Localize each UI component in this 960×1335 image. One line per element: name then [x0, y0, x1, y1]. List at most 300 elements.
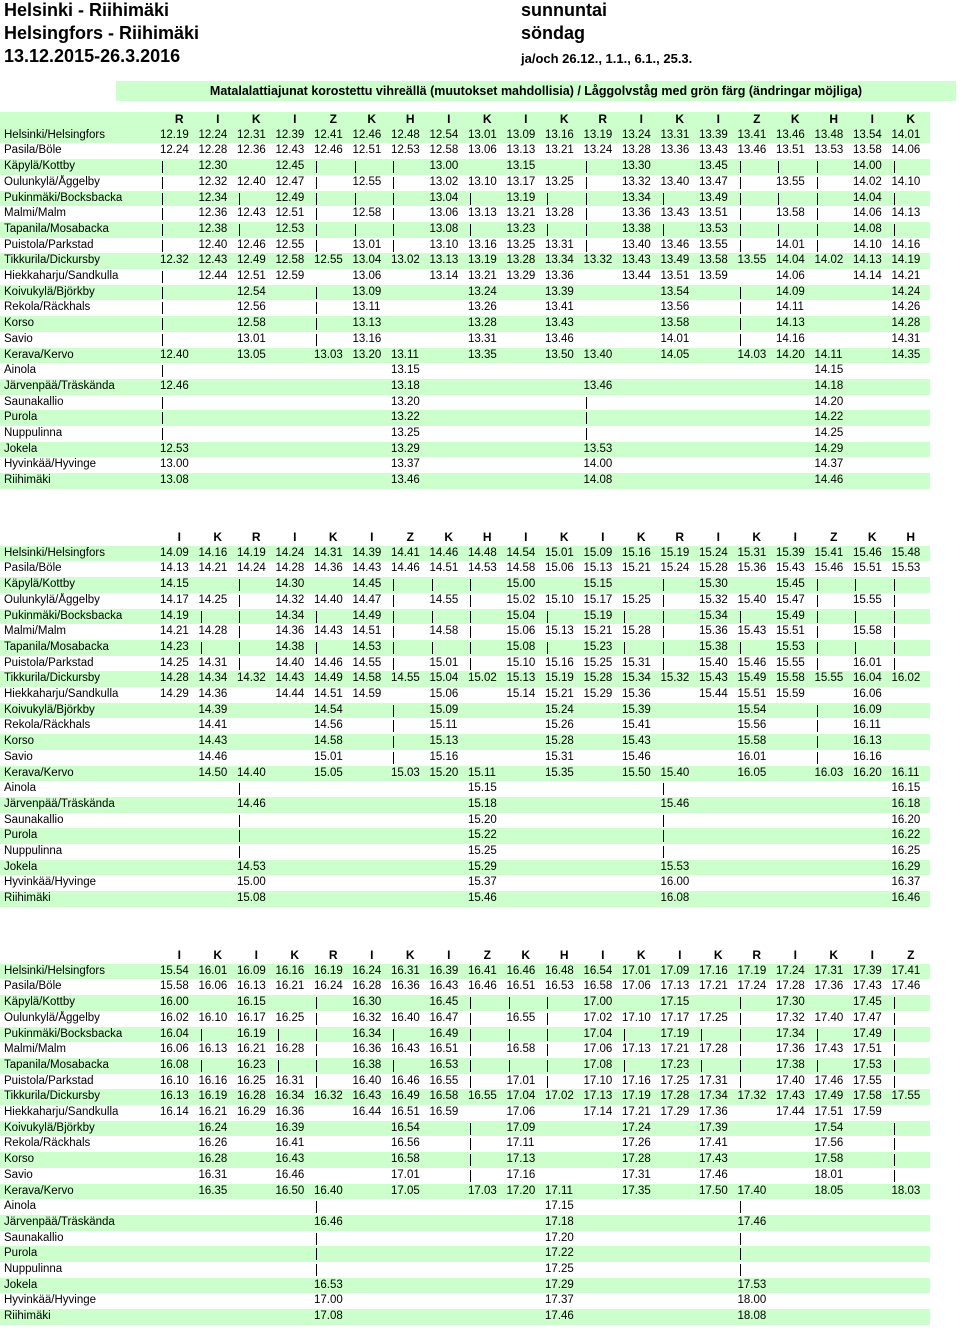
- departure-time: [507, 316, 546, 332]
- departure-time: 14.43: [276, 671, 315, 687]
- departure-time: 16.31: [391, 964, 430, 980]
- pass-through-marker: [468, 191, 507, 207]
- departure-time: [430, 1152, 469, 1168]
- departure-time: 13.46: [776, 128, 815, 144]
- departure-time: 13.55: [699, 238, 728, 251]
- departure-time: [160, 1215, 199, 1231]
- departure-time: 16.25: [237, 1074, 266, 1087]
- departure-time: [507, 718, 546, 734]
- departure-time: 17.55: [853, 1074, 882, 1087]
- departure-time: 15.20: [468, 813, 497, 826]
- departure-time: [237, 703, 276, 719]
- departure-time: [507, 473, 546, 489]
- departure-time: 17.40: [738, 1184, 777, 1200]
- departure-time: 15.37: [468, 876, 497, 889]
- departure-time: [622, 457, 661, 473]
- departure-time: [353, 891, 392, 907]
- train-type: Z: [738, 112, 777, 128]
- departure-time: [584, 734, 623, 750]
- departure-time: 13.31: [661, 128, 700, 144]
- pass-through-marker: [661, 640, 700, 656]
- departure-time: 16.49: [430, 1027, 469, 1043]
- departure-time: 13.17: [506, 175, 536, 188]
- departure-time: 16.16: [853, 750, 882, 763]
- departure-time: 15.29: [583, 688, 613, 701]
- departure-time: 15.10: [545, 593, 574, 606]
- departure-time: [468, 1293, 507, 1309]
- station-name: Hyvinkää/Hyvinge: [4, 458, 97, 471]
- train-type: K: [829, 948, 839, 962]
- departure-time: [738, 457, 777, 473]
- departure-time: [738, 577, 777, 593]
- departure-time: 15.32: [699, 593, 728, 606]
- departure-time: [584, 718, 623, 734]
- pass-through-marker: [776, 159, 815, 175]
- departure-time: [661, 1184, 700, 1200]
- departure-time: 14.29: [160, 688, 189, 701]
- station-row: [0, 395, 930, 411]
- pass-through-marker: [237, 844, 276, 860]
- departure-time: [391, 844, 430, 860]
- departure-time: [661, 379, 700, 395]
- departure-time: 15.35: [545, 766, 584, 782]
- departure-time: [622, 1215, 661, 1231]
- departure-time: 12.45: [276, 159, 315, 175]
- pass-through-marker: [237, 609, 276, 625]
- train-type: K: [444, 530, 454, 544]
- departure-time: [430, 797, 469, 813]
- departure-time: [622, 442, 661, 458]
- departure-time: 15.05: [314, 766, 353, 782]
- pass-through-marker: [276, 1027, 315, 1043]
- departure-time: 16.58: [430, 1089, 469, 1105]
- departure-time: 15.51: [776, 625, 805, 638]
- departure-time: 14.04: [776, 253, 815, 269]
- station-name: Kerava/Kervo: [0, 348, 160, 364]
- station-row: [0, 844, 930, 860]
- departure-time: [353, 1231, 392, 1247]
- pass-through-marker: [391, 750, 430, 766]
- departure-time: [468, 1105, 507, 1121]
- departure-time: 13.22: [391, 410, 430, 426]
- departure-time: 15.00: [507, 577, 546, 593]
- pass-through-marker: [738, 285, 777, 301]
- departure-time: 16.11: [892, 766, 931, 782]
- departure-time: 17.34: [776, 1027, 815, 1043]
- departure-time: 15.26: [545, 719, 574, 732]
- departure-time: [815, 813, 854, 829]
- departure-time: [353, 703, 392, 719]
- departure-time: 17.15: [545, 1200, 574, 1213]
- departure-time: [507, 363, 546, 379]
- departure-time: 15.24: [699, 546, 738, 562]
- departure-time: [892, 426, 931, 442]
- departure-time: [314, 410, 353, 426]
- station-row: [0, 1121, 930, 1137]
- departure-time: [199, 316, 238, 332]
- departure-time: [584, 1246, 623, 1262]
- departure-time: 17.16: [699, 964, 738, 980]
- departure-time: [699, 750, 738, 766]
- departure-time: 14.51: [314, 688, 343, 701]
- departure-time: 17.20: [545, 1231, 574, 1244]
- pass-through-marker: [468, 640, 507, 656]
- train-type: K: [636, 948, 646, 962]
- pass-through-marker: [391, 222, 430, 238]
- departure-time: [276, 363, 315, 379]
- departure-time: [545, 891, 584, 907]
- departure-time: [622, 379, 661, 395]
- pass-through-marker: [584, 426, 623, 442]
- departure-time: [815, 1278, 854, 1294]
- departure-time: 16.22: [892, 828, 931, 844]
- departure-time: [699, 781, 738, 797]
- departure-time: 16.34: [353, 1027, 392, 1043]
- train-type: I: [622, 112, 661, 128]
- departure-time: 17.36: [699, 1106, 728, 1119]
- station-row: [0, 300, 930, 316]
- departure-time: [276, 718, 315, 734]
- pass-through-marker: [160, 300, 199, 316]
- departure-time: [545, 781, 584, 797]
- departure-time: [160, 1199, 199, 1215]
- departure-time: 12.46: [314, 144, 343, 157]
- pass-through-marker: [314, 159, 353, 175]
- departure-time: [276, 285, 315, 301]
- departure-time: 17.40: [814, 1011, 844, 1024]
- departure-time: 16.29: [892, 860, 931, 876]
- departure-time: [160, 1152, 199, 1168]
- departure-time: 15.48: [892, 546, 931, 562]
- departure-time: 17.17: [660, 1011, 690, 1024]
- departure-time: 18.03: [892, 1184, 931, 1200]
- departure-time: 13.46: [584, 379, 623, 395]
- departure-time: [507, 285, 546, 301]
- departure-time: 13.13: [506, 144, 536, 157]
- departure-time: 17.32: [738, 1089, 777, 1105]
- departure-time: 13.30: [622, 159, 661, 175]
- station-row: [0, 964, 930, 980]
- train-type: I: [793, 948, 797, 962]
- pass-through-marker: [391, 159, 430, 175]
- departure-time: [353, 379, 392, 395]
- departure-time: 14.08: [853, 222, 892, 238]
- departure-time: 17.43: [699, 1152, 738, 1168]
- departure-time: [314, 426, 353, 442]
- station-row: [0, 995, 930, 1011]
- pass-through-marker: [545, 1027, 584, 1043]
- departure-time: 16.59: [429, 1106, 459, 1119]
- departure-time: 16.48: [545, 964, 584, 980]
- departure-time: [892, 1215, 931, 1231]
- departure-time: [699, 1215, 738, 1231]
- departure-time: 16.06: [853, 688, 882, 701]
- departure-time: 12.49: [237, 253, 276, 269]
- departure-time: [314, 1152, 353, 1168]
- departure-time: 13.35: [468, 348, 507, 364]
- station-name: Korso: [0, 316, 160, 332]
- departure-time: [776, 1168, 815, 1184]
- departure-time: 14.01: [776, 238, 805, 251]
- departure-time: [507, 1246, 546, 1262]
- departure-time: 14.09: [776, 285, 815, 301]
- departure-time: [391, 781, 430, 797]
- station-name: Tikkurila/Dickursby: [0, 671, 160, 687]
- departure-time: [622, 995, 661, 1011]
- pass-through-marker: [468, 1074, 507, 1090]
- departure-time: 17.02: [545, 1089, 584, 1105]
- departure-time: [468, 1231, 507, 1247]
- departure-time: [353, 426, 392, 442]
- departure-time: [391, 995, 430, 1011]
- departure-time: [738, 426, 777, 442]
- train-type: I: [293, 530, 297, 544]
- departure-time: [699, 379, 738, 395]
- departure-time: [199, 1246, 238, 1262]
- departure-time: [545, 1136, 584, 1152]
- pass-through-marker: [237, 222, 276, 238]
- departure-time: [276, 766, 315, 782]
- departure-time: 13.46: [737, 144, 767, 157]
- station-name: Helsinki/Helsingfors: [0, 964, 160, 980]
- departure-time: [430, 1246, 469, 1262]
- station-row: [0, 561, 930, 577]
- departure-time: 14.37: [814, 458, 844, 471]
- departure-time: 14.51: [352, 625, 382, 638]
- departure-time: [353, 1136, 392, 1152]
- departure-time: 13.24: [468, 285, 507, 301]
- departure-time: 13.50: [545, 348, 584, 364]
- departure-time: [199, 1231, 238, 1247]
- departure-time: 15.43: [776, 562, 805, 575]
- departure-time: [237, 1246, 276, 1262]
- departure-time: [160, 1262, 199, 1278]
- departure-time: [353, 1309, 392, 1325]
- train-type: K: [713, 948, 723, 962]
- departure-time: [353, 828, 392, 844]
- departure-time: 15.34: [699, 609, 738, 625]
- departure-time: [738, 379, 777, 395]
- departure-time: 13.54: [853, 128, 892, 144]
- departure-time: 14.50: [199, 766, 238, 782]
- departure-time: 13.41: [738, 128, 777, 144]
- departure-time: [661, 750, 700, 766]
- departure-time: 17.08: [314, 1309, 353, 1325]
- departure-time: [815, 860, 854, 876]
- pass-through-marker: [892, 995, 931, 1011]
- departure-time: [853, 875, 892, 891]
- departure-time: [699, 734, 738, 750]
- departure-time: 17.29: [660, 1106, 690, 1119]
- station-row: [0, 159, 930, 175]
- departure-time: 13.48: [815, 128, 854, 144]
- station-name: Rekola/Räckhals: [4, 301, 91, 314]
- departure-time: [468, 426, 507, 442]
- departure-time: [199, 860, 238, 876]
- departure-time: [276, 797, 315, 813]
- departure-time: 15.58: [738, 734, 777, 750]
- station-row: [0, 766, 930, 782]
- train-type: R: [328, 948, 338, 962]
- station-row: [0, 316, 930, 332]
- station-row: [0, 348, 930, 364]
- pass-through-marker: [314, 1231, 353, 1247]
- departure-time: [237, 1215, 276, 1231]
- station-row: [0, 1262, 930, 1278]
- departure-time: 17.53: [853, 1058, 892, 1074]
- departure-time: [430, 1121, 469, 1137]
- pass-through-marker: [430, 609, 469, 625]
- pass-through-marker: [353, 191, 392, 207]
- departure-time: 17.32: [776, 1011, 805, 1024]
- departure-time: 17.51: [814, 1106, 844, 1119]
- departure-time: [314, 1105, 353, 1121]
- departure-time: 14.13: [891, 207, 921, 220]
- departure-time: [622, 1231, 661, 1247]
- departure-time: [391, 332, 430, 348]
- departure-time: [199, 473, 238, 489]
- pass-through-marker: [584, 238, 623, 254]
- pass-through-marker: [892, 1027, 931, 1043]
- station-row: [0, 442, 930, 458]
- departure-time: 14.41: [198, 719, 228, 732]
- departure-time: [584, 891, 623, 907]
- station-name: Ainola: [4, 1200, 36, 1213]
- station-name: Malmi/Malm: [4, 625, 66, 638]
- departure-time: [430, 1136, 469, 1152]
- train-type: I: [177, 530, 181, 544]
- station-name: Malmi/Malm: [4, 1043, 66, 1056]
- departure-time: [468, 395, 507, 411]
- departure-time: [391, 1199, 430, 1215]
- departure-time: [738, 269, 777, 285]
- departure-time: [815, 269, 854, 285]
- station-name: Kerava/Kervo: [0, 766, 160, 782]
- departure-time: 13.09: [507, 128, 546, 144]
- departure-time: [853, 285, 892, 301]
- departure-time: 14.46: [198, 750, 228, 763]
- departure-time: 16.47: [429, 1011, 459, 1024]
- departure-time: [391, 1231, 430, 1247]
- departure-time: [699, 442, 738, 458]
- departure-time: [738, 797, 777, 813]
- departure-time: 12.32: [198, 175, 228, 188]
- departure-time: 14.19: [237, 546, 276, 562]
- station-row: [0, 238, 930, 254]
- departure-time: 14.34: [199, 671, 238, 687]
- departure-time: 13.40: [622, 238, 651, 251]
- station-name: Puistola/Parkstad: [4, 656, 94, 669]
- departure-time: 16.02: [160, 1011, 189, 1024]
- departure-time: 13.19: [584, 128, 623, 144]
- departure-time: 14.03: [738, 348, 777, 364]
- departure-time: 13.43: [699, 144, 728, 157]
- departure-time: [661, 1215, 700, 1231]
- departure-time: 12.54: [430, 128, 469, 144]
- station-name: Saunakallio: [4, 395, 64, 408]
- pass-through-marker: [314, 332, 353, 348]
- pass-through-marker: [545, 191, 584, 207]
- departure-time: [661, 1309, 700, 1325]
- train-type: H: [906, 530, 916, 544]
- departure-time: [353, 781, 392, 797]
- departure-time: [815, 844, 854, 860]
- departure-time: [507, 891, 546, 907]
- departure-time: 16.05: [738, 766, 777, 782]
- departure-time: [545, 426, 584, 442]
- pass-through-marker: [661, 656, 700, 672]
- pass-through-marker: [199, 609, 238, 625]
- pass-through-marker: [430, 577, 469, 593]
- departure-time: 16.08: [661, 891, 700, 907]
- station-name: Nuppulinna: [4, 845, 63, 858]
- pass-through-marker: [507, 1027, 546, 1043]
- departure-time: [738, 891, 777, 907]
- departure-time: [314, 363, 353, 379]
- departure-time: 13.25: [391, 427, 420, 440]
- departure-time: 13.16: [545, 128, 584, 144]
- departure-time: [237, 1262, 276, 1278]
- pass-through-marker: [738, 332, 777, 348]
- departure-time: [468, 473, 507, 489]
- station-name: Riihimäki: [0, 473, 160, 489]
- station-name: Tapanila/Mosabacka: [0, 640, 160, 656]
- departure-time: 17.10: [583, 1074, 613, 1087]
- station-name: Korso: [0, 734, 160, 750]
- departure-time: 15.34: [622, 671, 661, 687]
- departure-time: [430, 332, 469, 348]
- departure-time: [853, 1278, 892, 1294]
- departure-time: 14.25: [198, 593, 228, 606]
- departure-time: [276, 332, 315, 348]
- departure-time: [622, 1309, 661, 1325]
- station-name: Käpylä/Kottby: [0, 995, 160, 1011]
- departure-time: [584, 1231, 623, 1247]
- departure-time: [160, 718, 199, 734]
- departure-time: 16.00: [660, 876, 690, 889]
- departure-time: [468, 734, 507, 750]
- pass-through-marker: [314, 1199, 353, 1215]
- departure-time: 15.13: [507, 671, 546, 687]
- departure-time: 13.00: [160, 458, 189, 471]
- departure-time: 13.06: [429, 207, 459, 220]
- departure-time: [353, 1199, 392, 1215]
- departure-time: 14.58: [314, 734, 353, 750]
- departure-time: 12.34: [199, 191, 238, 207]
- departure-time: 16.51: [506, 980, 536, 993]
- departure-time: [199, 395, 238, 411]
- pass-through-marker: [237, 813, 276, 829]
- pass-through-marker: [199, 640, 238, 656]
- departure-time: [776, 1231, 815, 1247]
- departure-time: [430, 457, 469, 473]
- pass-through-marker: [584, 159, 623, 175]
- departure-time: 14.40: [237, 766, 276, 782]
- departure-time: [160, 1246, 199, 1262]
- station-row: [0, 687, 930, 703]
- departure-time: 12.53: [391, 144, 420, 157]
- pass-through-marker: [661, 191, 700, 207]
- departure-time: 14.46: [314, 656, 343, 669]
- departure-time: 14.28: [198, 625, 228, 638]
- train-type: I: [370, 948, 374, 962]
- departure-time: [853, 332, 892, 348]
- departure-time: [507, 1199, 546, 1215]
- departure-time: [584, 1136, 623, 1152]
- pass-through-marker: [661, 828, 700, 844]
- departure-time: [661, 426, 700, 442]
- departure-time: 15.20: [430, 766, 469, 782]
